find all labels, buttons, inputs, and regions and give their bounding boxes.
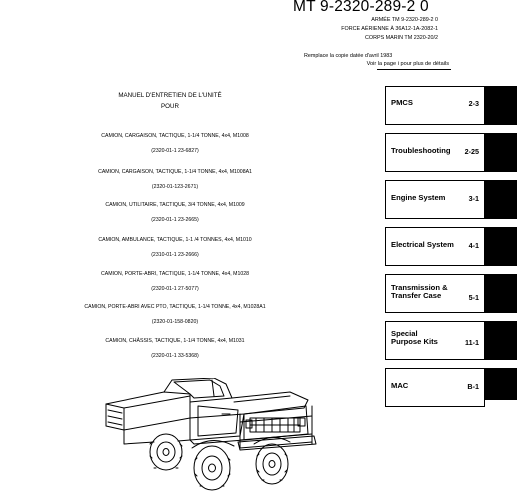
vehicle-entry-m1008a1: [30, 169, 320, 190]
vehicle-nsn: (2320-01-1 23-2665): [151, 217, 199, 223]
vehicle-nsn: (2320-01-123-2671): [151, 184, 199, 190]
manual-title-line: MANUEL D'ENTRETIEN DE L'UNITÉ: [118, 92, 222, 99]
authority-marine-corps: CORPS MARIN TM 2320-20/2: [365, 34, 438, 41]
vehicle-description: CAMION, CARGAISON, TACTIQUE, 1-1/4 TONNE, 4x4, M1008A1: [98, 169, 252, 175]
authority-lines: [341, 16, 438, 42]
header-divider: [377, 69, 451, 70]
tab-electrical-system[interactable]: [385, 227, 485, 266]
vehicle-entry-m1028: [30, 271, 320, 292]
tab-page: 4-1: [468, 241, 479, 250]
vehicle-nsn: (2320-01-158-0820): [151, 319, 199, 325]
authority-air-force: FORCE AÉRIENNE À 36A12-1A-2082-1: [341, 25, 438, 32]
vehicle-description: CAMION, PORTE-ABRI, TACTIQUE, 1-1/4 TONNE, 4x4, M1028: [101, 271, 249, 277]
tab-page: 11-1: [465, 338, 479, 347]
tab-pmcs[interactable]: [385, 86, 485, 125]
manual-title-pour: POUR: [161, 102, 179, 110]
tab-label: Troubleshooting: [391, 146, 451, 155]
vehicle-entry-m1009: [30, 202, 320, 223]
tab-thumb-special-purpose-kits: [485, 321, 517, 360]
tab-label: Engine System: [391, 193, 446, 202]
vehicle-description: CAMION, UTILITAIRE, TACTIQUE, 3/4 TONNE, 4x4, M1009: [105, 202, 245, 208]
tab-thumb-troubleshooting: [485, 133, 517, 172]
tab-label: Electrical System: [391, 240, 454, 249]
vehicle-description: CAMION, PORTE-ABRI AVEC PTO, TACTIQUE, 1-1/4 TONNE, 4x4, M1028A1: [84, 304, 266, 310]
tab-label: Transmission & Transfer Case: [391, 283, 448, 301]
vehicle-entry-m1028a1: [30, 304, 320, 325]
tab-page: 2-25: [464, 147, 479, 156]
manual-title: [60, 91, 280, 112]
vehicle-entry-m1031: [30, 338, 320, 359]
tab-page: 2-3: [468, 99, 479, 108]
tab-special-purpose-kits[interactable]: [385, 321, 485, 360]
supersede-note: Remplace la copie datée d'avril 1983: [304, 53, 393, 59]
vehicle-nsn: (2320-01-1 23-6827): [151, 148, 199, 154]
tab-page: B-1: [467, 382, 479, 391]
truck-illustration: [94, 378, 324, 496]
authority-army: ARMÉE TM 9-2320-289-2 0: [371, 17, 438, 23]
tab-label: Special Purpose Kits: [391, 329, 438, 347]
vehicle-nsn: (2320-01-1 33-5368): [151, 353, 199, 359]
tab-label: PMCS: [391, 98, 413, 107]
vehicle-entry-m1010: [30, 237, 320, 258]
see-page-note: Voir la page i pour plus de détails: [366, 61, 449, 67]
vehicle-description: CAMION, CARGAISON, TACTIQUE, 1-1/4 TONNE, 4x4, M1008: [101, 133, 249, 139]
tab-thumb-engine-system: [485, 180, 517, 219]
tab-transmission-transfer-case[interactable]: [385, 274, 485, 313]
vehicle-description: CAMION, AMBULANCE, TACTIQUE, 1-1 /4 TONNES, 4x4, M1010: [98, 237, 252, 243]
vehicle-nsn: (2320-01-1 27-5077): [151, 286, 199, 292]
tab-page: 5-1: [468, 293, 479, 302]
vehicle-description: CAMION, CHÂSSIS, TACTIQUE, 1-1/4 TONNE, 4x4, M1031: [105, 338, 245, 344]
document-number: MT 9-2320-289-2 0: [293, 0, 429, 15]
tab-thumb-transmission-transfer-case: [485, 274, 517, 313]
tab-thumb-electrical-system: [485, 227, 517, 266]
vehicle-entry-m1008: [30, 133, 320, 154]
vehicle-nsn: (2310-01-1 23-2666): [151, 252, 199, 258]
tab-troubleshooting[interactable]: [385, 133, 485, 172]
tab-engine-system[interactable]: [385, 180, 485, 219]
tab-mac[interactable]: [385, 368, 485, 407]
tab-label: MAC: [391, 381, 409, 390]
tab-thumb-mac: [485, 368, 517, 400]
tab-page: 3-1: [468, 194, 479, 203]
tab-thumb-pmcs: [485, 86, 517, 125]
